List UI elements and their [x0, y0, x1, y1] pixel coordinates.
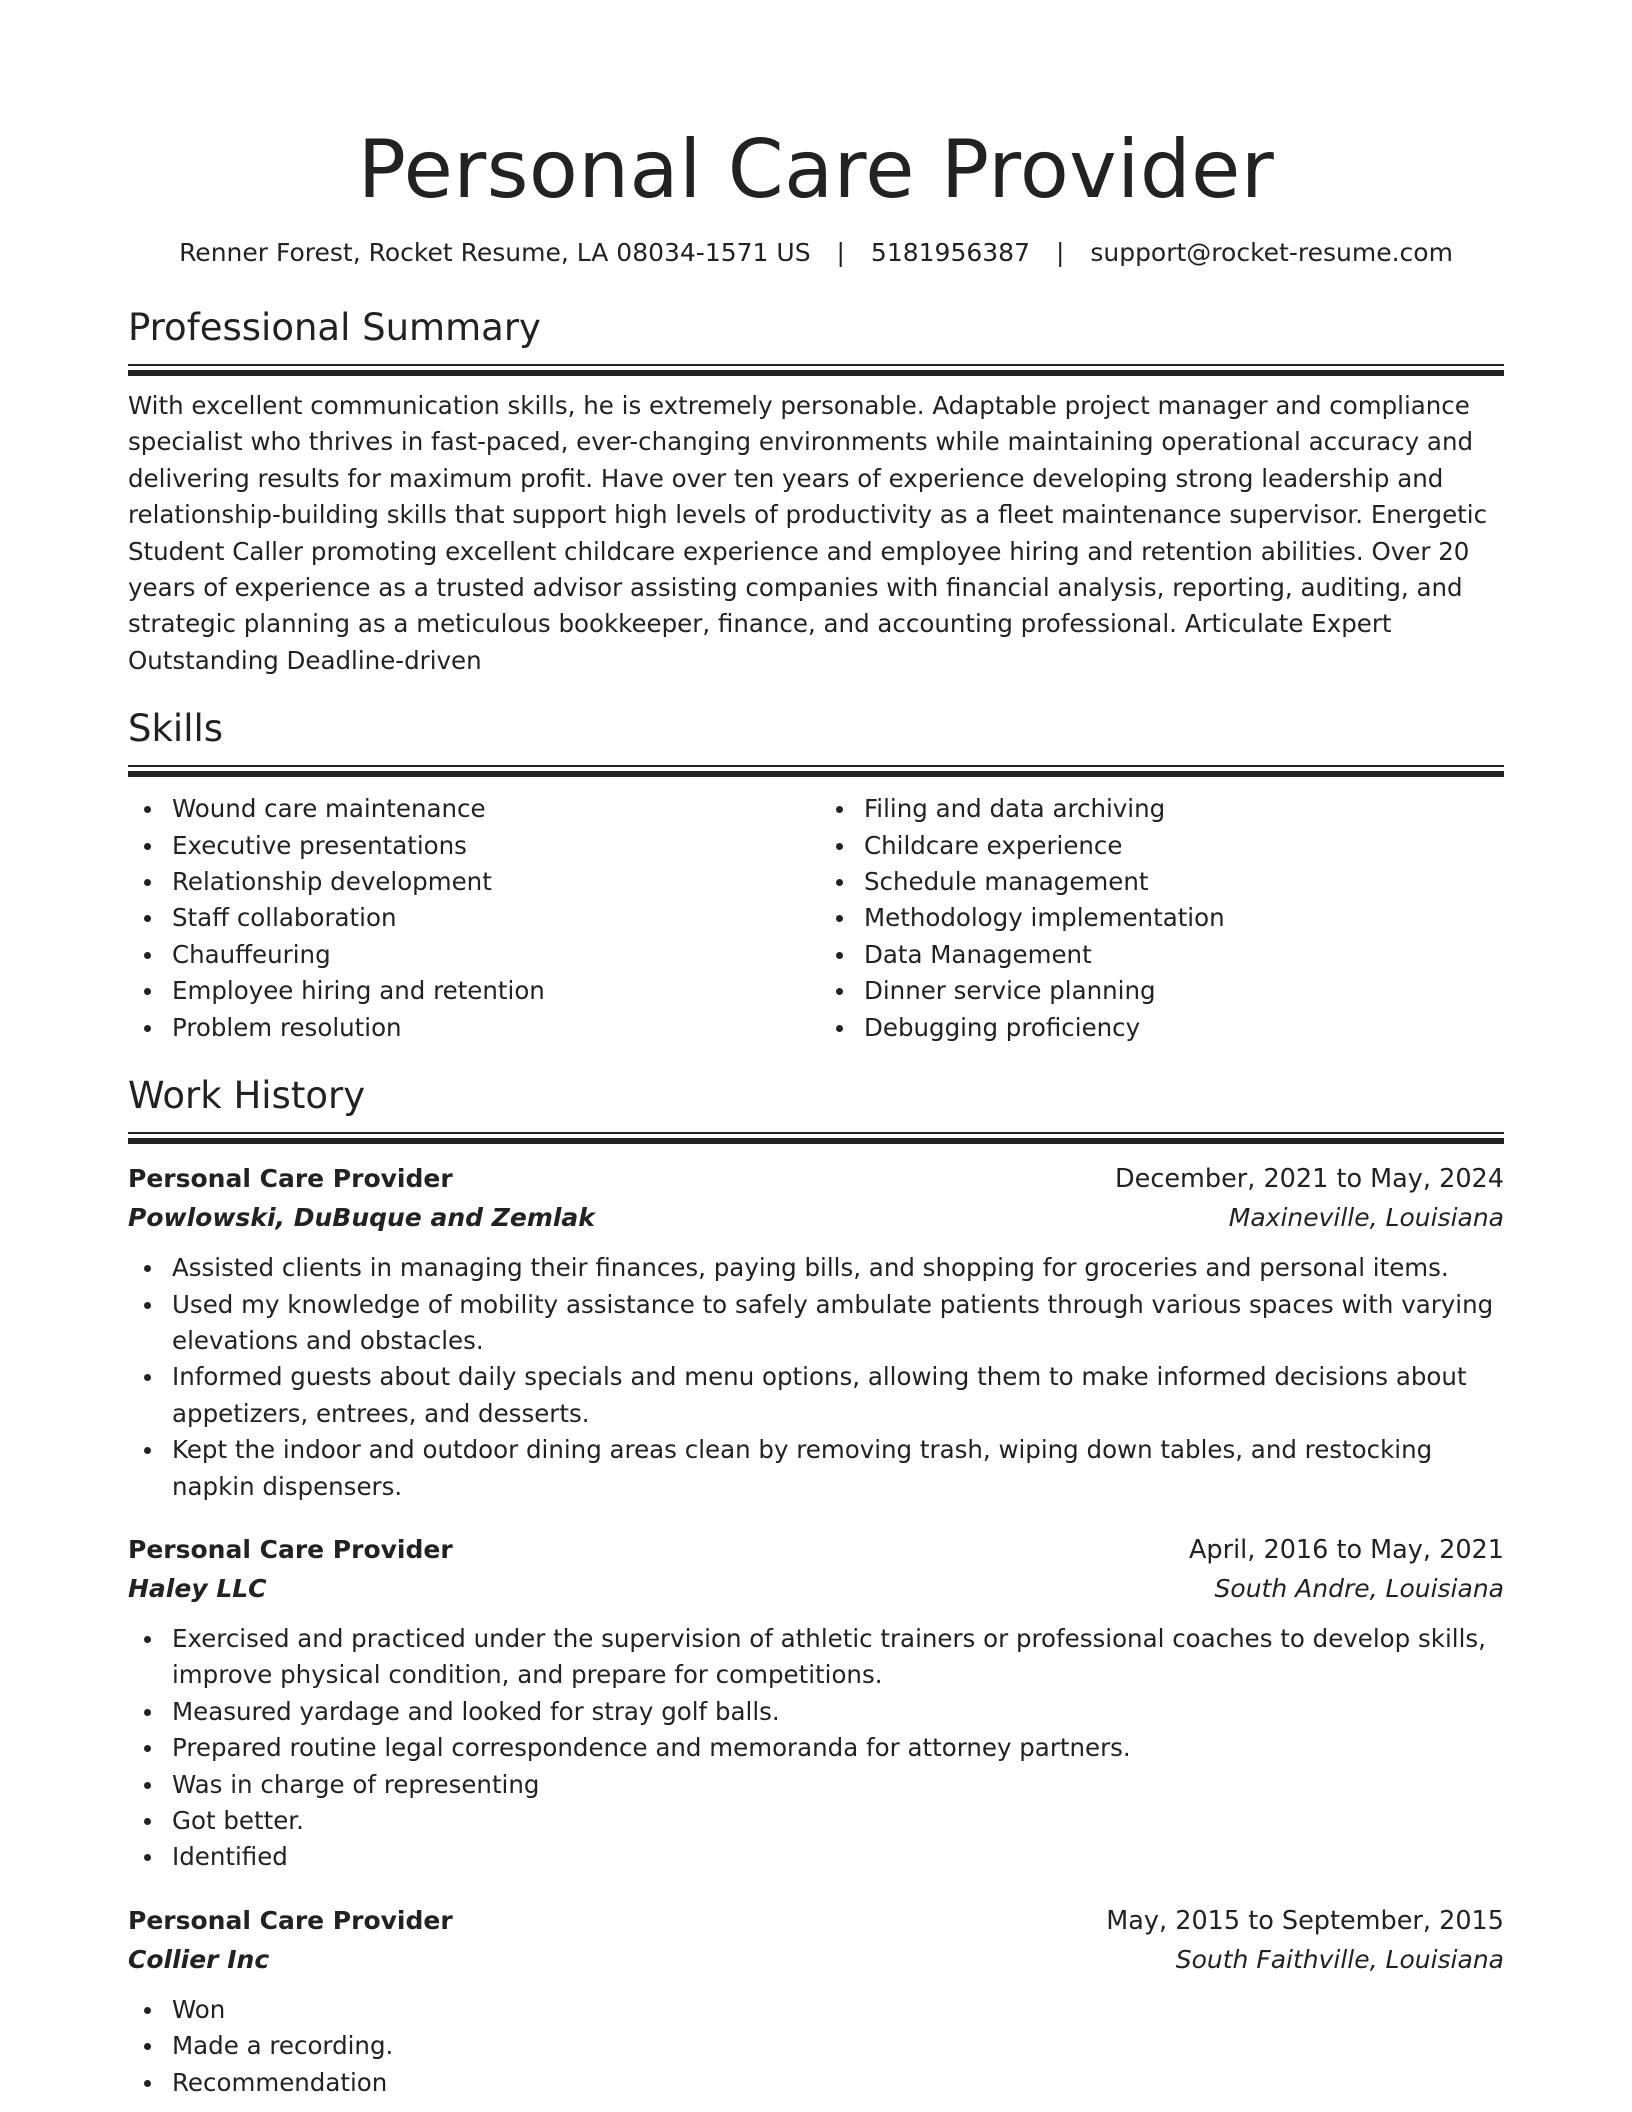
- job-location: South Faithville, Louisiana: [1175, 1944, 1504, 1974]
- contact-line: [128, 236, 1504, 270]
- job-title: Personal Care Provider: [128, 1534, 453, 1564]
- skill-item: Chauffeuring: [172, 937, 816, 973]
- job-company: Powlowski, DuBuque and Zemlak: [128, 1203, 595, 1233]
- job-bullet: Won: [172, 1992, 1504, 2028]
- summary-text: With excellent communication skills, he is extremely personable. Adaptable project manager and compliance specialist who thrives in fast-paced, ever-changing environments while maintaining operational accuracy and delivering results for maximum profit. Have over ten years of experience developing strong leadership and relationship-building skills that support high levels of productivity as a fleet maintenance supervisor. Energetic Student Caller promoting excellent childcare experience and employee hiring and retention abilities. Over 20 years of experience as a trusted advisor assisting companies with financial analysis, reporting, auditing, and strategic planning as a meticulous bookkeeper, finance, and accounting professional. Articulate Expert Outstanding Deadline-driven: [128, 391, 1488, 675]
- job-title: Personal Care Provider: [128, 1905, 453, 1935]
- section-divider: [128, 364, 1504, 376]
- section-divider: [128, 765, 1504, 777]
- job-bullet: Made a recording.: [172, 2028, 1504, 2064]
- skill-item: Debugging proficiency: [864, 1010, 1504, 1046]
- resume-page: [128, 0, 1504, 2101]
- contact-phone: 5181956387: [870, 238, 1030, 267]
- job-bullet: Used my knowledge of mobility assistance to safely ambulate patients through various spaces with varying elevations and obstacles.: [172, 1287, 1504, 1360]
- job-dates: April, 2016 to May, 2021: [1188, 1534, 1504, 1565]
- skill-item: Dinner service planning: [864, 973, 1504, 1009]
- skill-item: Relationship development: [172, 864, 816, 900]
- section-divider: [128, 1132, 1504, 1144]
- job-bullet: Was in charge of representing: [172, 1767, 1504, 1803]
- job-company-row: [128, 1569, 1504, 1609]
- job-entry: [128, 1902, 1504, 2101]
- skills-heading: Skills: [128, 707, 224, 751]
- work-history-section: [128, 1072, 1504, 2101]
- skill-item: Executive presentations: [172, 828, 816, 864]
- job-entry: [128, 1160, 1504, 1505]
- summary-heading: Professional Summary: [128, 306, 541, 349]
- contact-separator: |: [836, 238, 845, 267]
- job-bullet: Measured yardage and looked for stray golf balls.: [172, 1694, 1504, 1730]
- job-location: South Andre, Louisiana: [1214, 1573, 1504, 1603]
- job-bullet: Got better.: [172, 1803, 1504, 1839]
- job-company: Collier Inc: [128, 1944, 270, 1974]
- job-location: Maxineville, Louisiana: [1228, 1203, 1504, 1233]
- summary-section: [128, 304, 1504, 679]
- skills-list-left: [128, 791, 816, 1046]
- contact-email: support@rocket-resume.com: [1090, 238, 1453, 267]
- job-bullets: [128, 1621, 1504, 1876]
- skill-item: Employee hiring and retention: [172, 973, 816, 1009]
- skill-item: Childcare experience: [864, 828, 1504, 864]
- job-bullet: Prepared routine legal correspondence and memoranda for attorney partners.: [172, 1730, 1504, 1766]
- job-dates: May, 2015 to September, 2015: [1106, 1905, 1504, 1936]
- job-bullets: [128, 1992, 1504, 2101]
- job-header-row: [128, 1902, 1504, 1940]
- skill-item: Data Management: [864, 937, 1504, 973]
- skills-list-right: [816, 791, 1504, 1046]
- job-bullet: Identified: [172, 1839, 1504, 1875]
- skill-item: Filing and data archiving: [864, 791, 1504, 827]
- skill-item: Methodology implementation: [864, 900, 1504, 936]
- contact-separator: |: [1055, 238, 1065, 267]
- job-header-row: [128, 1160, 1504, 1198]
- skill-item: Problem resolution: [172, 1010, 816, 1046]
- job-bullet: Assisted clients in managing their finances, paying bills, and shopping for groceries and personal items.: [172, 1250, 1504, 1286]
- job-bullet: Informed guests about daily specials and menu options, allowing them to make informed decisions about appetizers, entrees, and desserts.: [172, 1359, 1504, 1432]
- job-header-row: [128, 1531, 1504, 1569]
- job-title: Personal Care Provider: [128, 1164, 453, 1194]
- job-bullets: [128, 1250, 1504, 1505]
- job-bullet: Exercised and practiced under the supervision of athletic trainers or professional coaches to develop skills, improve physical condition, and prepare for competitions.: [172, 1621, 1504, 1694]
- skills-section: [128, 705, 1504, 1046]
- skill-item: Wound care maintenance: [172, 791, 816, 827]
- work-history-heading: Work History: [128, 1074, 366, 1118]
- resume-title: Personal Care Provider: [357, 123, 1275, 216]
- skill-item: Staff collaboration: [172, 900, 816, 936]
- job-dates: December, 2021 to May, 2024: [1115, 1164, 1504, 1195]
- job-entry: [128, 1531, 1504, 1876]
- skills-columns: [128, 791, 1504, 1046]
- skill-item: Schedule management: [864, 864, 1504, 900]
- job-company-row: [128, 1198, 1504, 1238]
- job-company-row: [128, 1940, 1504, 1980]
- job-bullet: Kept the indoor and outdoor dining areas clean by removing trash, wiping down tables, and restocking napkin dispensers.: [172, 1432, 1504, 1505]
- job-bullet: Recommendation: [172, 2065, 1504, 2101]
- contact-address: Renner Forest, Rocket Resume, LA 08034-1571 US: [179, 238, 811, 267]
- job-company: Haley LLC: [128, 1573, 267, 1603]
